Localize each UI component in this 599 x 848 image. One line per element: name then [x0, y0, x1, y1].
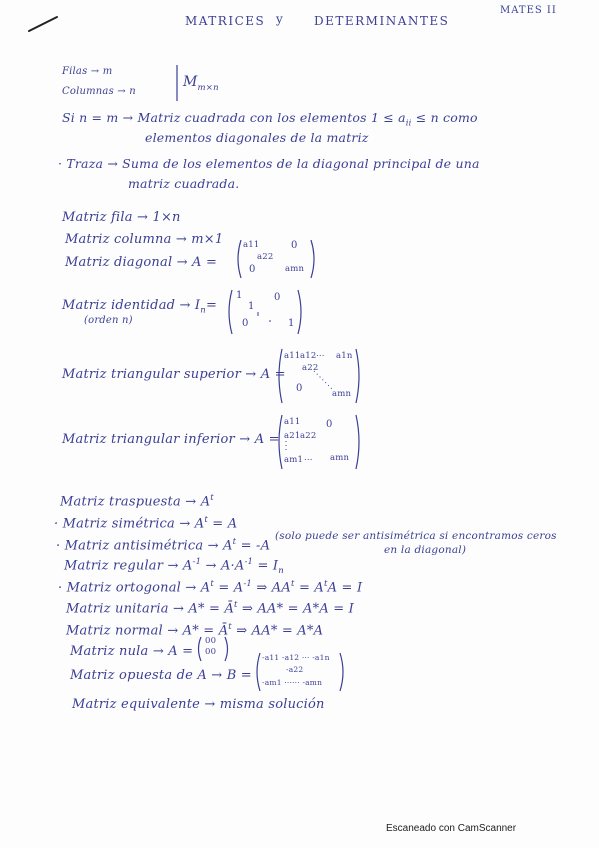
ortogonal-sup-4: t [323, 579, 328, 589]
matriz-ortogonal [58, 579, 362, 595]
matriz-regular [64, 557, 284, 576]
matriz-unitaria [66, 600, 354, 616]
title-matrices: MATRICES [185, 14, 266, 28]
diag-zero-top: 0 [291, 240, 298, 251]
opp-row-2: -a22 [286, 665, 304, 674]
columnas-line: Columnas → n [62, 86, 136, 97]
opp-row-3: -am1 ······ -amn [262, 678, 323, 687]
traza-line-2: matriz cuadrada. [128, 176, 240, 191]
inf-a11: a11 [284, 417, 301, 427]
matriz-columna: Matriz columna → m×1 [65, 232, 224, 247]
pen-stroke [27, 14, 59, 34]
lower-triangular-matrix [276, 413, 364, 471]
identidad-equals: = [205, 298, 218, 313]
identity-matrix [226, 288, 306, 336]
unitaria-end: ⇒ AA* = A*A = I [237, 601, 355, 617]
si-line-2: elementos diagonales de la matriz [145, 130, 369, 145]
anti-note: (solo puede ser antisimétrica si encontramos ceros [275, 530, 557, 542]
anti-text: · Matriz antisimétrica → A [56, 538, 233, 554]
ident-zero-top: 0 [274, 292, 281, 303]
inf-dots: ... [304, 453, 313, 463]
null-matrix-zeros: 00 00 [205, 636, 217, 657]
ident-one-2: 1 [248, 301, 255, 312]
simetrica-text: · Matriz simétrica → A [54, 516, 205, 532]
identidad-sub: n [200, 305, 206, 316]
inf-zero: 0 [326, 419, 333, 430]
sup-a1n: a1n [336, 351, 353, 361]
brace [174, 64, 180, 102]
si-line [62, 110, 478, 129]
matriz-tri-inf: Matriz triangular inferior → A = [62, 432, 280, 447]
sup-amn: amn [332, 389, 352, 399]
ortogonal-sup-1: t [210, 579, 214, 589]
matriz-fila: Matriz fila → 1×n [62, 210, 181, 225]
sup-a12: a12 [300, 351, 317, 361]
identidad-note: (orden n) [84, 315, 133, 326]
diag-zero-bottom: 0 [249, 264, 256, 275]
matriz-tri-sup: Matriz triangular superior → A = [62, 367, 286, 382]
sup-a22: a22 [302, 363, 319, 373]
sup-zero: 0 [296, 383, 303, 394]
upper-triangular-matrix [276, 347, 364, 405]
ident-one-3: 1 [288, 318, 295, 329]
inf-am1: am1 [284, 455, 304, 465]
ortogonal-end-4: A = I [327, 580, 363, 596]
si-end: ≤ n como [411, 110, 478, 125]
normal-sup: t [228, 622, 232, 632]
sup-dots: ... [316, 349, 325, 359]
matriz-simetrica [54, 515, 237, 531]
regular-sup: -1 [192, 557, 202, 567]
matriz-diagonal: Matriz diagonal → A = [65, 255, 218, 270]
regular-end-2: = I [253, 558, 279, 574]
matriz-identidad [62, 298, 217, 316]
ortogonal-text: · Matriz ortogonal → A [58, 580, 211, 596]
normal-end: ⇒ AA* = A*A [231, 623, 324, 639]
ortogonal-end-2: ⇒ AA [252, 580, 291, 596]
simetrica-sup: t [204, 515, 208, 525]
ortogonal-end: = A [214, 580, 244, 596]
regular-sup-2: -1 [244, 557, 254, 567]
matriz-antisimetrica [56, 537, 270, 553]
inf-amn: amn [330, 453, 350, 463]
traspuesta-text: Matriz traspuesta → A [60, 494, 211, 510]
diag-a22: a22 [257, 252, 274, 262]
dimension-letter: M [183, 74, 198, 90]
anti-sup: t [232, 537, 237, 547]
opposite-matrix [254, 652, 346, 692]
scanner-watermark: Escaneado con CamScanner [386, 823, 517, 834]
simetrica-end: = A [207, 516, 238, 532]
regular-sub: n [278, 565, 284, 576]
matriz-traspuesta [60, 493, 214, 509]
matriz-opuesta: Matriz opuesta de A → B = [70, 668, 252, 683]
opp-row-1: -a11 -a12 ··· -a1n [262, 653, 330, 662]
matriz-equivalente: Matriz equivalente → misma solución [72, 697, 325, 712]
filas-line: Filas → m [62, 66, 113, 77]
course-label: MATES II [500, 5, 557, 16]
unitaria-text: Matriz unitaria → A* = Ā [66, 601, 235, 617]
regular-end: → A·A [201, 558, 245, 574]
diag-amn: amn [285, 264, 305, 274]
si-sub: ii [405, 118, 412, 129]
diagonal-matrix [235, 238, 317, 280]
ortogonal-sup-3: t [290, 579, 295, 589]
regular-text: Matriz regular → A [64, 558, 193, 574]
normal-text: Matriz normal → A* = Ā [66, 623, 229, 639]
ident-zero-bottom: 0 [242, 318, 249, 329]
ortogonal-sup-2: -1 [243, 579, 253, 589]
diag-a11: a11 [243, 240, 260, 250]
title-determinantes: DETERMINANTES [314, 14, 450, 28]
unitaria-sup: t [234, 600, 238, 610]
si-text: Si n = m → Matriz cuadrada con los elementos 1 ≤ a [62, 110, 406, 125]
identidad-text: Matriz identidad → I [62, 298, 201, 313]
anti-note-2: en la diagonal) [384, 544, 467, 556]
dimension [183, 74, 219, 93]
traza-line: · Traza → Suma de los elementos de la diagonal principal de una [58, 156, 480, 171]
matriz-normal [66, 622, 323, 638]
anti-end: = -A [236, 538, 271, 554]
title-y: y [276, 12, 285, 26]
ident-one-1: 1 [236, 290, 243, 301]
null-matrix [196, 636, 230, 662]
dimension-sub: m×n [197, 82, 219, 93]
matriz-nula: Matriz nula → A = [70, 644, 194, 659]
traspuesta-sup: t [210, 493, 214, 503]
inf-a22: a22 [300, 431, 317, 441]
ortogonal-end-3: = A [294, 580, 324, 596]
inf-a21: a21 [284, 431, 301, 441]
sup-a11: a11 [284, 351, 301, 361]
